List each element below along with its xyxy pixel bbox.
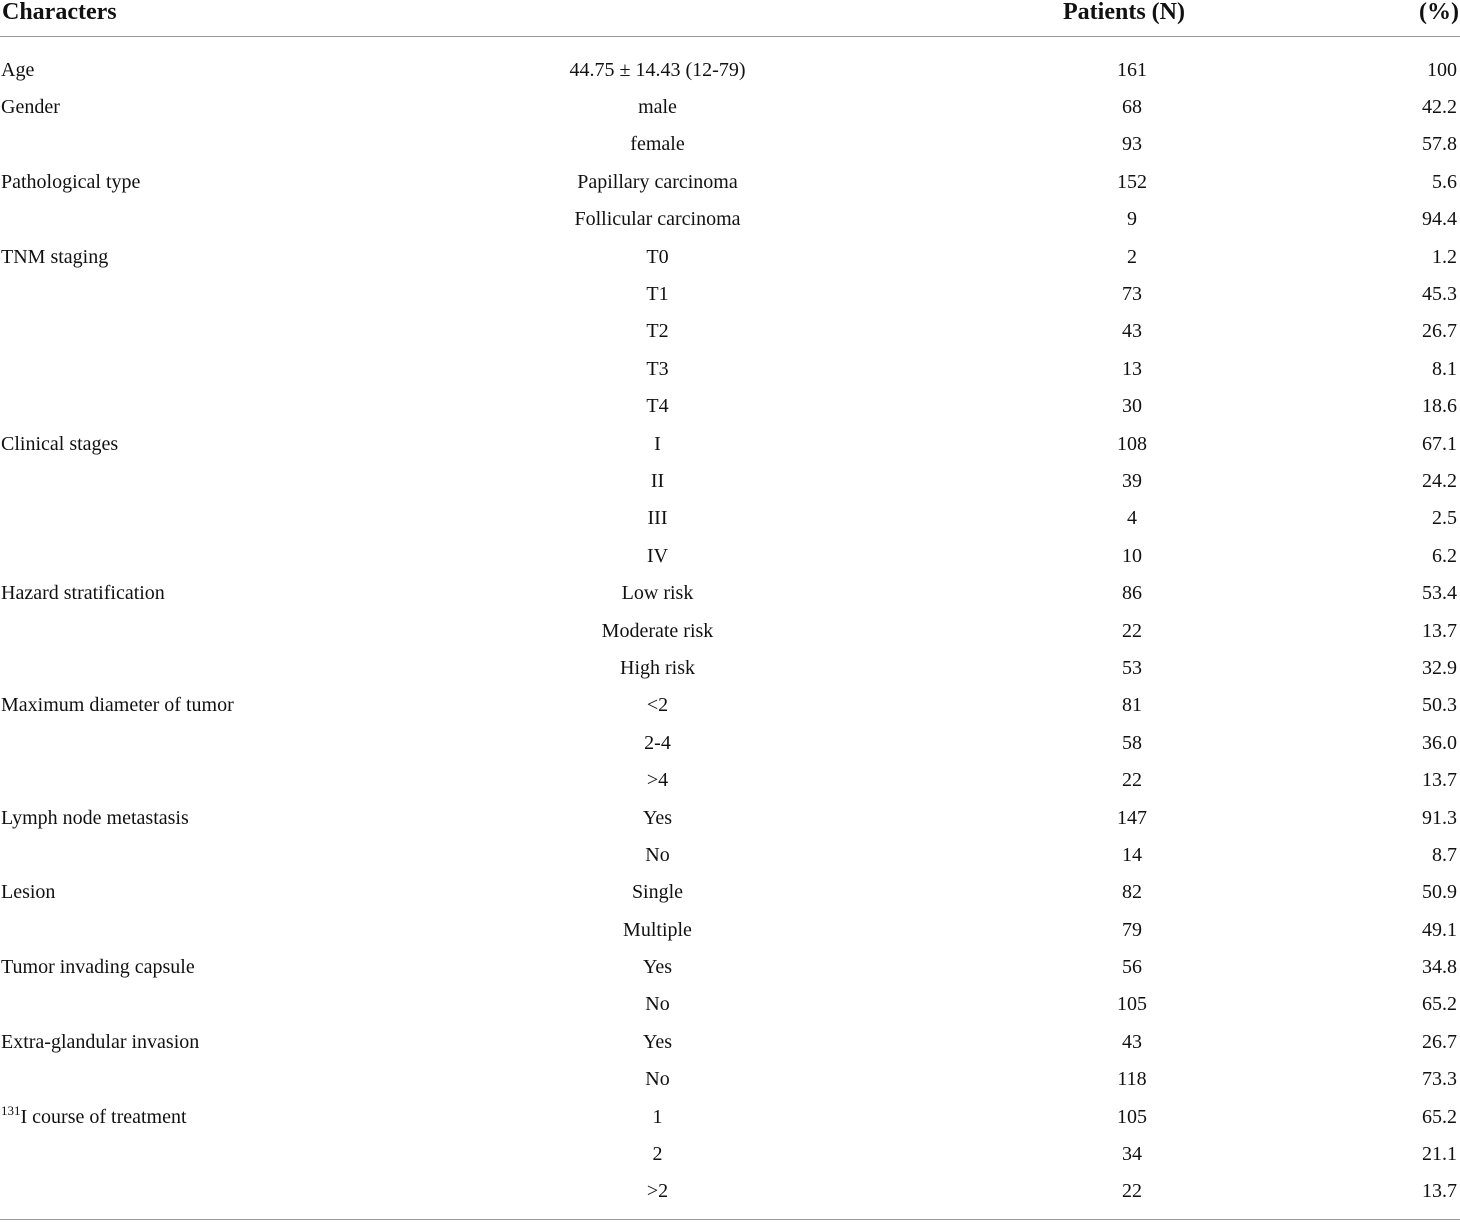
count-value: 108 (1117, 432, 1147, 455)
row-patient-count (845, 649, 1419, 686)
row-label: Clinical stages (1, 432, 119, 455)
row-label (0, 1135, 470, 1172)
count-value: 118 (1117, 1068, 1147, 1091)
row-subcategory: >2 (646, 1180, 669, 1203)
row-label (0, 313, 470, 350)
row-percent: 42.2 (1422, 96, 1457, 119)
count-value: 43 (1122, 1030, 1142, 1053)
table-row (0, 425, 1460, 462)
row-patient-count (845, 201, 1419, 238)
row-label (0, 649, 470, 686)
row-percent: 57.8 (1422, 133, 1457, 156)
row-subcategory: 44.75 ± 14.43 (12-79) (569, 58, 746, 81)
count-value: 22 (1122, 769, 1142, 792)
table-row (0, 500, 1460, 537)
row-patient-count (845, 687, 1419, 724)
row-percent: 13.7 (1422, 619, 1457, 642)
row-percent: 36.0 (1422, 731, 1457, 754)
row-percent: 65.2 (1422, 993, 1457, 1016)
row-label (0, 462, 470, 499)
table-row (0, 724, 1460, 761)
row-patient-count (845, 724, 1419, 761)
table-row (0, 1098, 1460, 1135)
row-patient-count (845, 836, 1419, 873)
row-subcategory: T1 (646, 283, 669, 306)
header-patients: Patients (N) (845, 0, 1419, 37)
count-value: 161 (1117, 58, 1147, 81)
row-patient-count (845, 1173, 1419, 1210)
row-subcategory: <2 (646, 694, 669, 717)
row-patient-count (845, 761, 1419, 798)
row-patient-count (845, 88, 1419, 125)
row-label: Pathological type (1, 170, 141, 193)
table-row (0, 238, 1460, 275)
row-percent: 49.1 (1422, 918, 1457, 941)
row-percent: 8.1 (1432, 357, 1457, 380)
row-percent: 94.4 (1422, 208, 1457, 231)
row-subcategory: Single (631, 881, 684, 904)
count-value: 73 (1122, 283, 1142, 306)
table-row (0, 1173, 1460, 1210)
count-value: 105 (1117, 993, 1147, 1016)
count-value: 105 (1117, 1105, 1147, 1128)
table-row (0, 612, 1460, 649)
row-patient-count (845, 275, 1419, 312)
row-label (0, 836, 470, 873)
row-percent: 34.8 (1422, 956, 1457, 979)
row-subcategory: High risk (620, 656, 695, 679)
count-value: 82 (1122, 881, 1142, 904)
row-patient-count (845, 313, 1419, 350)
row-label: Lymph node metastasis (1, 806, 189, 829)
row-subcategory: Yes (642, 956, 673, 979)
table-row (0, 1135, 1460, 1172)
isotope-superscript: 131 (1, 1102, 21, 1118)
row-subcategory: IV (646, 544, 669, 567)
row-label: TNM staging (1, 245, 109, 268)
row-subcategory: Moderate risk (601, 619, 714, 642)
row-label (0, 537, 470, 574)
row-percent: 65.2 (1422, 1105, 1457, 1128)
row-patient-count (845, 1135, 1419, 1172)
row-patient-count (845, 388, 1419, 425)
row-subcategory: 2-4 (644, 731, 671, 754)
row-subcategory: T3 (646, 357, 669, 380)
table-row (0, 649, 1460, 686)
row-subcategory: No (645, 993, 670, 1016)
count-value: 10 (1122, 544, 1142, 567)
table-row (0, 761, 1460, 798)
row-subcategory: Follicular carcinoma (574, 208, 741, 231)
row-percent: 13.7 (1422, 769, 1457, 792)
table-row (0, 462, 1460, 499)
row-percent: 6.2 (1432, 544, 1457, 567)
row-subcategory: II (650, 469, 665, 492)
row-subcategory: T4 (646, 395, 669, 418)
table-row (0, 537, 1460, 574)
count-value: 13 (1122, 357, 1142, 380)
row-patient-count (845, 37, 1419, 89)
row-percent: 67.1 (1422, 432, 1457, 455)
count-value: 68 (1122, 96, 1142, 119)
count-value: 9 (1127, 208, 1137, 231)
table-row (0, 1023, 1460, 1060)
row-percent: 21.1 (1422, 1143, 1457, 1166)
row-subcategory: No (645, 1068, 670, 1091)
row-subcategory: I (654, 432, 661, 455)
row-patient-count (845, 1023, 1419, 1060)
row-label (0, 201, 470, 238)
row-subcategory: female (630, 133, 685, 156)
row-label (0, 126, 470, 163)
row-subcategory: 2 (652, 1143, 663, 1166)
table-row (0, 201, 1460, 238)
row-label (0, 761, 470, 798)
table-row (0, 874, 1460, 911)
count-value: 79 (1122, 918, 1142, 941)
row-percent: 73.3 (1422, 1068, 1457, 1091)
row-label-text: I course of treatment (20, 1105, 187, 1128)
row-patient-count (845, 126, 1419, 163)
row-percent: 100 (1427, 58, 1457, 81)
row-patient-count (845, 1098, 1419, 1135)
count-value: 58 (1122, 731, 1142, 754)
row-label (0, 612, 470, 649)
row-patient-count (845, 425, 1419, 462)
row-percent: 26.7 (1422, 1030, 1457, 1053)
row-patient-count (845, 1061, 1419, 1098)
row-label (0, 911, 470, 948)
table-header (0, 0, 1460, 37)
table-row (0, 388, 1460, 425)
row-label: Lesion (1, 881, 56, 904)
count-value: 22 (1122, 619, 1142, 642)
row-label (0, 1173, 470, 1210)
row-subcategory: Yes (642, 1030, 673, 1053)
count-value: 34 (1122, 1143, 1142, 1166)
row-patient-count (845, 462, 1419, 499)
table-row (0, 313, 1460, 350)
table-row (0, 836, 1460, 873)
row-label (0, 350, 470, 387)
row-label: Maximum diameter of tumor (1, 694, 234, 717)
table-row (0, 1061, 1460, 1098)
table-row (0, 126, 1460, 163)
table-row (0, 88, 1460, 125)
row-label (0, 986, 470, 1023)
row-percent: 53.4 (1422, 582, 1457, 605)
table-row (0, 911, 1460, 948)
row-percent: 32.9 (1422, 656, 1457, 679)
table-row (0, 948, 1460, 985)
row-label: Gender (1, 96, 60, 119)
row-subcategory: 1 (652, 1105, 663, 1128)
count-value: 53 (1122, 656, 1142, 679)
count-value: 14 (1122, 843, 1142, 866)
row-subcategory: T0 (646, 245, 669, 268)
row-subcategory: No (645, 843, 670, 866)
count-value: 39 (1122, 469, 1142, 492)
row-percent: 2.5 (1432, 507, 1457, 530)
row-percent: 5.6 (1432, 170, 1457, 193)
row-percent: 24.2 (1422, 469, 1457, 492)
row-label (0, 1098, 470, 1135)
count-value: 4 (1127, 507, 1137, 530)
row-subcategory: Yes (642, 806, 673, 829)
row-subcategory: Low risk (621, 582, 694, 605)
row-percent: 50.3 (1422, 694, 1457, 717)
row-percent: 13.7 (1422, 1180, 1457, 1203)
row-patient-count (845, 799, 1419, 836)
row-patient-count (845, 537, 1419, 574)
row-subcategory: T2 (646, 320, 669, 343)
header-row (0, 0, 1460, 37)
row-label (0, 388, 470, 425)
count-value: 56 (1122, 956, 1142, 979)
table-row (0, 574, 1460, 611)
row-percent: 45.3 (1422, 283, 1457, 306)
bottom-rule (0, 1219, 1460, 1220)
row-label (0, 500, 470, 537)
row-patient-count (845, 948, 1419, 985)
row-percent: 50.9 (1422, 881, 1457, 904)
row-patient-count (845, 986, 1419, 1023)
header-characters: Characters (0, 0, 470, 37)
row-percent: 1.2 (1432, 245, 1457, 268)
table-row (0, 275, 1460, 312)
count-value: 147 (1117, 806, 1147, 829)
row-percent: 91.3 (1422, 806, 1457, 829)
table-row (0, 799, 1460, 836)
row-subcategory: male (638, 96, 677, 119)
count-value: 22 (1122, 1180, 1142, 1203)
row-patient-count (845, 350, 1419, 387)
row-percent: 8.7 (1432, 843, 1457, 866)
row-patient-count (845, 500, 1419, 537)
row-label: Tumor invading capsule (1, 956, 195, 979)
table-row (0, 986, 1460, 1023)
row-patient-count (845, 612, 1419, 649)
table-row (0, 350, 1460, 387)
row-label: Hazard stratification (1, 582, 165, 605)
row-patient-count (845, 911, 1419, 948)
count-value: 43 (1122, 320, 1142, 343)
row-label: Age (1, 58, 35, 81)
header-subcategory (470, 0, 845, 37)
row-label (0, 1061, 470, 1098)
table-body (0, 37, 1460, 1211)
count-value: 93 (1122, 133, 1142, 156)
row-patient-count (845, 574, 1419, 611)
row-subcategory: III (647, 507, 668, 530)
count-value: 2 (1127, 245, 1137, 268)
row-label: Extra-glandular invasion (1, 1030, 200, 1053)
row-label (0, 275, 470, 312)
row-subcategory: Papillary carcinoma (577, 170, 738, 193)
row-label (0, 724, 470, 761)
table-row (0, 163, 1460, 200)
row-subcategory: Multiple (623, 918, 692, 941)
count-value: 30 (1122, 395, 1142, 418)
count-value: 81 (1122, 694, 1142, 717)
table-row (0, 37, 1460, 89)
row-subcategory: >4 (646, 769, 669, 792)
row-percent: 26.7 (1422, 320, 1457, 343)
row-percent: 18.6 (1422, 395, 1457, 418)
count-value: 86 (1122, 582, 1142, 605)
header-percent: (%) (1419, 0, 1460, 37)
row-patient-count (845, 874, 1419, 911)
table-row (0, 687, 1460, 724)
row-patient-count (845, 238, 1419, 275)
count-value: 152 (1117, 170, 1147, 193)
row-patient-count (845, 163, 1419, 200)
